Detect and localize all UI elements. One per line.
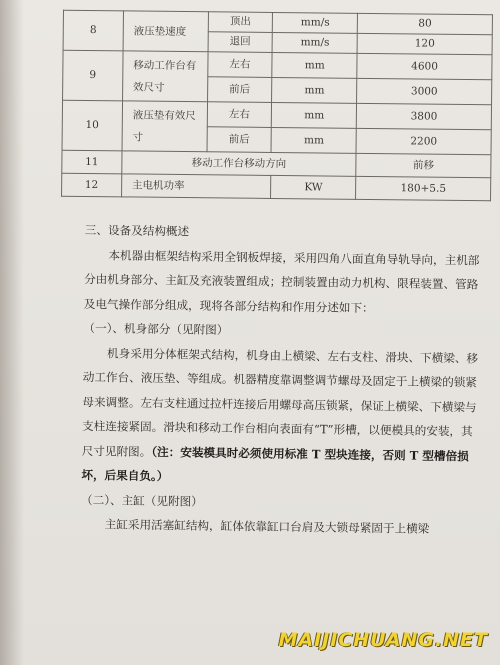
unit: mm/s [273,12,358,33]
param-name: 主电机功率 [121,174,271,199]
param-name: 移动工作台有效尺寸 [122,51,207,102]
unit: mm/s [273,32,358,53]
spec-table [61,10,493,201]
sub-label: 前后 [207,127,272,153]
subsection-heading: （一）、机身部分（见附图） [83,320,229,338]
unit: mm [272,102,357,128]
row-number: 12 [62,173,122,197]
value: 3000 [357,78,492,104]
row-number: 11 [62,150,122,174]
intro-paragraph: 本机器由框架结构采用全钢板焊接，采用四角八面直角导轨导向，主机部分由机身部分、主缸及充液装置组成；控制装置由动力机构、限程装置、管路及电气操作部分组成，现将各部分结构和作用分述如下： [83,247,480,315]
param-name: 液压垫速度 [123,11,208,52]
unit: mm [271,127,356,153]
value: 4600 [357,53,492,79]
sub-label: 顶出 [208,12,273,33]
value: 3800 [357,103,492,129]
value: 2200 [356,128,491,154]
param-name: 移动工作台移动方向 [122,151,357,176]
row-number: 8 [63,10,123,51]
subsection-heading: （二）、主缸（见附图） [80,492,203,509]
site-watermark: MAIJICHUANG.NET [278,629,488,651]
table-row [62,173,491,200]
page-edge-shadow [0,0,24,665]
sub-label: 前后 [207,77,272,103]
sub-label: 左右 [207,102,272,128]
value: 120 [357,33,492,54]
value: 80 [358,13,493,34]
row-number: 9 [63,50,123,101]
unit: KW [271,175,356,199]
table-row [62,100,491,129]
param-name: 液压垫有效尺寸 [122,101,207,152]
section-heading: 三、设备及结构概述 [84,222,190,239]
sub-label: 退回 [208,32,273,53]
body-paragraph [81,340,483,493]
row-number: 10 [62,100,122,151]
unit: mm [272,52,357,78]
table-row [63,10,492,34]
table-row [63,50,492,79]
unit: mm [272,77,357,103]
sub-label: 左右 [207,52,272,78]
warning-note: （注：安装模具时必须使用标准 T 型块连接，否则 T 型槽倍损坏，后果自负。） [81,444,469,484]
value: 前移 [356,153,491,177]
body-text [81,218,485,542]
body-paragraph: 主缸采用活塞缸结构，缸体依靠缸口台肩及大锁母紧固于上横梁 [104,517,430,536]
value: 180+5.5 [356,176,491,200]
body-text-span: 机身采用分体框架式结构，机身由上横梁、左右支柱、滑块、下横梁、移动工作台、液压垫、等组成。机器精度靠调整调节螺母及固定于上横梁的锁紧母来调整。左右支柱通过拉杆连接后用螺母高压锁紧，保证上横梁、下横梁与支柱连接紧固。滑块和移动工作台相向表面有“T”形槽，以便模具的安装，其尺寸见附图。 [81,345,479,459]
